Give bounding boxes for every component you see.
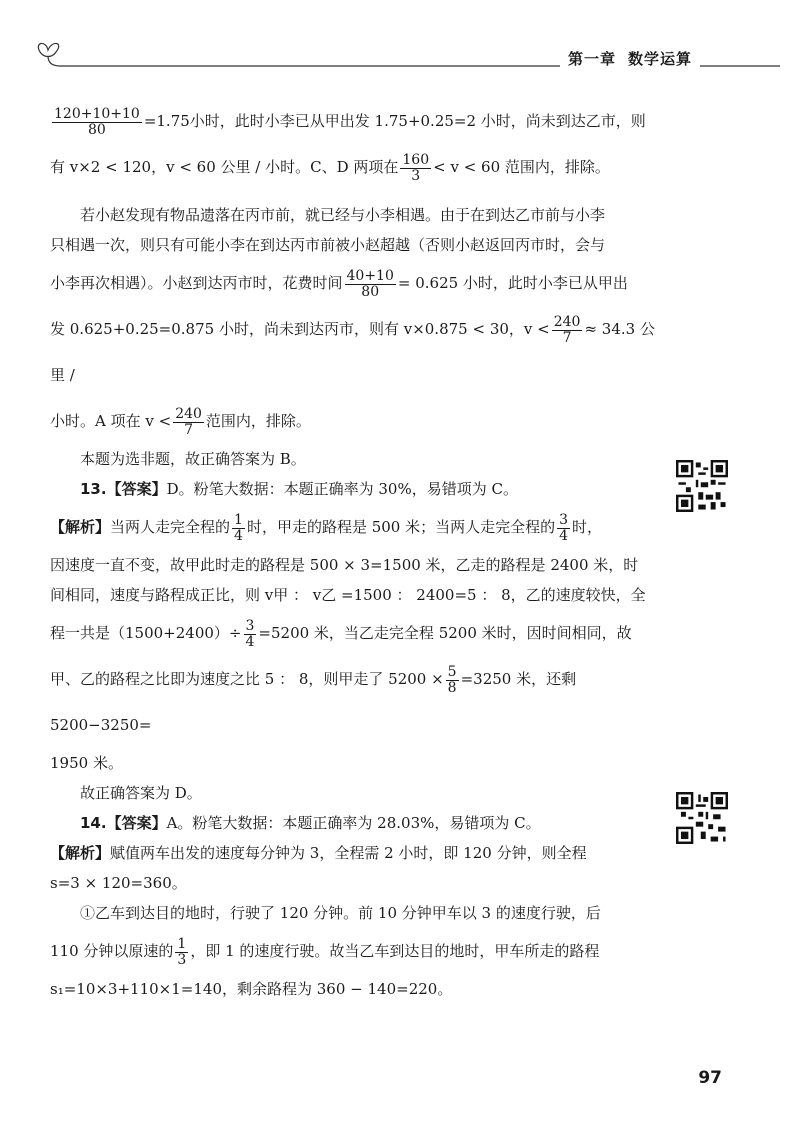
fraction: $\frac{120+10+10}{80}$ [54, 105, 140, 138]
paragraph: $\frac{120+10+10}{80}$ =1.75小时，此时小李已从甲出发 1.75+0.25=2 小时，尚未到达乙市，则 [54, 105, 646, 138]
chapter-title: 数学运算 [628, 50, 693, 68]
paragraph: 【解析】当两人走完全程的 $\frac{1}{4}$ 时，甲走的路程是 500 米；当两人走完全程的 $\frac{3}{4}$ 时， [50, 511, 603, 544]
fraction: $\frac{3}{4}$ [559, 511, 569, 544]
paragraph: 甲、乙的路程之比即为速度之比 5 ： 8，则甲走了 5200 × $\frac{5}{8}$ =3250 米，还剩 5200−3250= [50, 663, 577, 734]
paragraph: 发 0.625+0.25=0.875 小时，尚未到达丙市，则有 v×0.875 < 30，v < $\frac{240}{7}$ ≈ 34.3 公里 / [50, 313, 655, 384]
fraction: $\frac{240}{7}$ [175, 405, 202, 438]
paragraph: 1950 米。 [50, 754, 123, 772]
fraction: $\frac{1}{4}$ [234, 511, 243, 544]
paragraph: 110 分钟以原速的 $\frac{1}{3}$ ，即 1 的速度行驶。故当乙车到达目的地时，甲车所走的路程 [50, 935, 600, 968]
answer-line: 13.【答案】D。粉笔大数据：本题正确率为 30%，易错项为 C。 [80, 480, 518, 498]
sprout-icon [38, 43, 58, 56]
paragraph: ①乙车到达目的地时，行驶了 120 分钟。前 10 分钟甲车以 3 的速度行驶，后 [80, 904, 601, 922]
page-body [50, 98, 660, 1004]
paragraph: s=3 × 120=360。 [50, 874, 187, 892]
paragraph: 有 v×2 < 120，v < 60 公里 / 小时。C、D 两项在 $\frac{160}{3}$ < v < 60 范围内，排除。 [50, 151, 610, 184]
paragraph: 【解析】赋值两车出发的速度每分钟为 3，全程需 2 小时，即 120 分钟，则全程 [50, 844, 587, 862]
paragraph: 间相同，速度与路程成正比，则 v甲 ： v乙 =1500 ： 2400=5 ： 8，乙的速度较快，全 [50, 586, 646, 604]
paragraph: 只相遇一次，则只有可能小李在到达丙市前被小赵超越（否则小赵返回丙市时，会与 [50, 236, 606, 254]
fraction: $\frac{40+10}{80}$ [346, 267, 394, 300]
paragraph: 小时。A 项在 v < $\frac{240}{7}$ 范围内，排除。 [50, 405, 311, 438]
paragraph: 因速度一直不变，故甲此时走的路程是 500 × 3=1500 米，乙走的路程是 2400 米，时 [50, 556, 639, 574]
page-number: 97 [698, 1068, 722, 1088]
paragraph: 故正确答案为 D。 [80, 784, 202, 802]
paragraph: 本题为选非题，故正确答案为 B。 [80, 450, 306, 468]
chapter-label: 第一章 [567, 50, 616, 68]
chapter-heading [560, 48, 700, 69]
paragraph: s₁=10×3+110×1=140，剩余路程为 360 − 140=220。 [50, 980, 453, 998]
qr-code-icon[interactable] [676, 460, 728, 512]
page-header [0, 0, 800, 80]
answer-line: 14.【答案】A。粉笔大数据：本题正确率为 28.03%，易错项为 C。 [80, 814, 541, 832]
paragraph: 小李再次相遇）。小赵到达丙市时，花费时间 $\frac{40+10}{80}$ = 0.625 小时，此时小李已从甲出 [50, 267, 628, 300]
fraction: $\frac{160}{3}$ [402, 151, 430, 184]
fraction: $\frac{3}{4}$ [245, 617, 255, 650]
fraction: $\frac{1}{3}$ [177, 935, 187, 968]
fraction: $\frac{5}{8}$ [447, 663, 457, 696]
paragraph: 若小赵发现有物品遗落在丙市前，就已经与小李相遇。由于在到达乙市前与小李 [80, 206, 606, 224]
fraction: $\frac{240}{7}$ [553, 313, 581, 346]
paragraph: 程一共是（1500+2400）÷ $\frac{3}{4}$ =5200 米，当乙走完全程 5200 米时，因时间相同，故 [50, 617, 632, 650]
qr-code-icon[interactable] [676, 792, 728, 844]
